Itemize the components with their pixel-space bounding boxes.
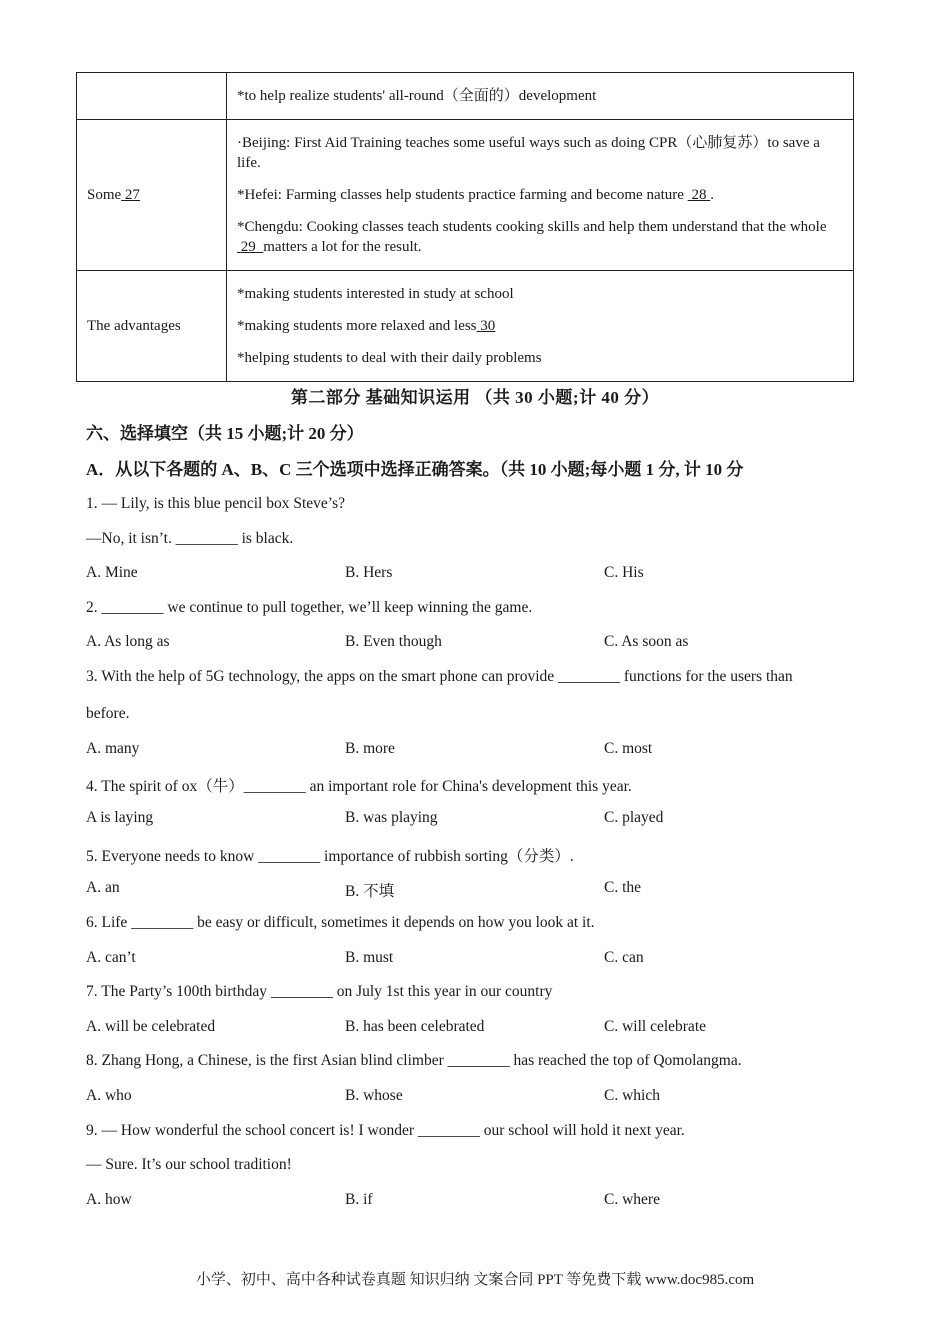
page-footer: 小学、初中、高中各种试卷真题 知识归纳 文案合同 PPT 等免费下载 www.doc985.com bbox=[195, 1272, 755, 1288]
question-6-option-a[interactable]: A. can’t bbox=[86, 949, 136, 966]
question-4-option-a[interactable]: A is laying bbox=[86, 809, 154, 826]
question-2-option-a[interactable]: A. As long as bbox=[86, 633, 170, 650]
question-9-option-b[interactable]: B. if bbox=[345, 1191, 373, 1208]
blank-27: 27 bbox=[124, 186, 140, 203]
question-1-line-1: 1. — Lily, is this blue pencil box Steve’s? bbox=[86, 495, 346, 512]
question-8-option-a[interactable]: A. who bbox=[86, 1087, 132, 1104]
table-item: *Hefei: Farming classes help students practice farming and become nature 28 . bbox=[237, 187, 714, 203]
question-3-line-2: before. bbox=[86, 705, 130, 722]
question-1-line-2: —No, it isn’t. ________ is black. bbox=[86, 530, 294, 547]
question-4-line-1: 4. The spirit of ox（牛）________ an important role for China's development this year. bbox=[86, 778, 632, 795]
table-row bbox=[77, 120, 854, 271]
table-item: *making students more relaxed and less 30 bbox=[237, 318, 496, 334]
row-content bbox=[227, 271, 854, 382]
question-1-option-a[interactable]: A. Mine bbox=[86, 564, 138, 581]
blank-30: 30 bbox=[480, 318, 496, 334]
question-7-option-b[interactable]: B. has been celebrated bbox=[345, 1018, 485, 1035]
blank-28: 28 bbox=[691, 187, 707, 203]
table-item: *helping students to deal with their daily problems bbox=[237, 350, 542, 366]
row-content bbox=[227, 120, 854, 271]
table-row bbox=[77, 271, 854, 382]
label-text: Some bbox=[87, 186, 122, 203]
question-4-option-c[interactable]: C. played bbox=[604, 809, 664, 826]
question-3-option-c[interactable]: C. most bbox=[604, 740, 653, 757]
question-7-line-1: 7. The Party’s 100th birthday ________ on July 1st this year in our country bbox=[86, 983, 553, 1000]
table-item: *making students interested in study at school bbox=[237, 286, 514, 302]
question-1-option-c[interactable]: C. His bbox=[604, 564, 644, 581]
question-5-option-a[interactable]: A. an bbox=[86, 879, 120, 896]
question-8-option-b[interactable]: B. whose bbox=[345, 1087, 403, 1104]
question-2-option-b[interactable]: B. Even though bbox=[345, 633, 442, 650]
question-5-option-c[interactable]: C. the bbox=[604, 879, 642, 896]
question-9-option-a[interactable]: A. how bbox=[86, 1191, 132, 1208]
question-9-line-2: — Sure. It’s our school tradition! bbox=[86, 1156, 292, 1173]
row-label: The advantages bbox=[77, 271, 227, 382]
question-6-option-c[interactable]: C. can bbox=[604, 949, 644, 966]
question-8-line-1: 8. Zhang Hong, a Chinese, is the first Asian blind climber ________ has reached the top of Qomolangma. bbox=[86, 1052, 742, 1069]
row-label bbox=[77, 120, 227, 271]
question-7-option-c[interactable]: C. will celebrate bbox=[604, 1018, 706, 1035]
question-3-option-a[interactable]: A. many bbox=[86, 740, 140, 757]
subsection-heading: A．从以下各题的 A、B、C 三个选项中选择正确答案。（共 10 小题;每小题 1 分, 计 10 分 bbox=[86, 460, 744, 479]
question-9-option-c[interactable]: C. where bbox=[604, 1191, 660, 1208]
question-6-line-1: 6. Life ________ be easy or difficult, sometimes it depends on how you look at it. bbox=[86, 914, 595, 931]
question-7-option-a[interactable]: A. will be celebrated bbox=[86, 1018, 216, 1035]
question-5-option-b[interactable]: B. 不填 bbox=[345, 883, 395, 900]
blank-29: 29 bbox=[240, 239, 256, 255]
info-table bbox=[76, 72, 854, 382]
row-label bbox=[77, 73, 227, 120]
question-3-line-1: 3. With the help of 5G technology, the apps on the smart phone can provide ________ functions for the users than bbox=[86, 668, 793, 685]
part-heading: 第二部分 基础知识运用 （共 30 小题;计 40 分） bbox=[290, 388, 660, 407]
question-4-option-b[interactable]: B. was playing bbox=[345, 809, 438, 826]
table-row bbox=[77, 73, 854, 120]
table-item: ·Beijing: First Aid Training teaches some useful ways such as doing CPR（心肺复苏）to save a life. bbox=[237, 135, 820, 171]
question-2-option-c[interactable]: C. As soon as bbox=[604, 633, 689, 650]
question-9-line-1: 9. — How wonderful the school concert is! I wonder ________ our school will hold it next year. bbox=[86, 1122, 685, 1139]
table-item: *Chengdu: Cooking classes teach students cooking skills and help them understand that the whole 29 matters a lot for the result. bbox=[237, 219, 827, 255]
row-content bbox=[227, 73, 854, 120]
question-8-option-c[interactable]: C. which bbox=[604, 1087, 660, 1104]
table-item: *to help realize students' all-round（全面的）development bbox=[237, 88, 597, 104]
question-2-line-1: 2. ________ we continue to pull together, we’ll keep winning the game. bbox=[86, 599, 533, 616]
question-3-option-b[interactable]: B. more bbox=[345, 740, 395, 757]
section-heading: 六、选择填空（共 15 小题;计 20 分） bbox=[86, 424, 364, 443]
question-1-option-b[interactable]: B. Hers bbox=[345, 564, 393, 581]
question-5-line-1: 5. Everyone needs to know ________ importance of rubbish sorting（分类）. bbox=[86, 848, 574, 865]
question-6-option-b[interactable]: B. must bbox=[345, 949, 394, 966]
